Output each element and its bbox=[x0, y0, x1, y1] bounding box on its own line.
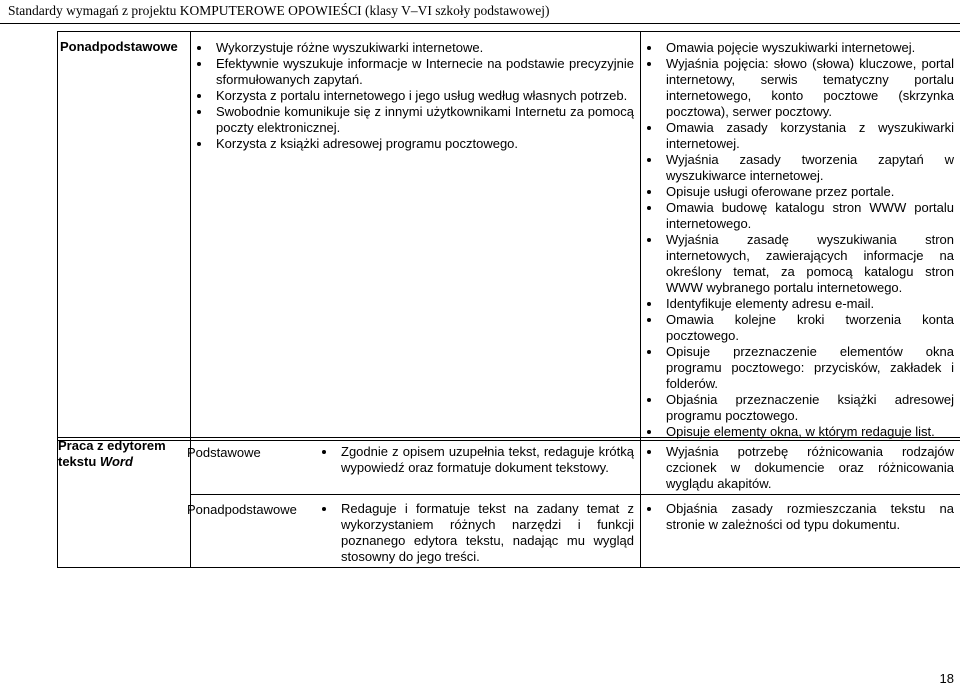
requirements-list bbox=[191, 32, 640, 152]
list-item: Opisuje usługi oferowane przez portale. bbox=[666, 184, 954, 200]
criteria-list bbox=[641, 495, 960, 533]
requirements-cell bbox=[191, 438, 641, 495]
criteria-list bbox=[641, 32, 960, 440]
table-row bbox=[58, 32, 960, 441]
list-item: Wyjaśnia zasady tworzenia zapytań w wyszukiwarce internetowej. bbox=[666, 152, 954, 184]
level-label: Ponadpodstawowe bbox=[187, 502, 317, 518]
criteria-cell bbox=[641, 438, 960, 495]
list-item: Wyjaśnia pojęcia: słowo (słowa) kluczowe, portal internetowy, serwis tematyczny portalu internetowego, konto pocztowe (skrzynka pocztowa), serwer pocztowy. bbox=[666, 56, 954, 120]
requirements-cell bbox=[191, 495, 641, 568]
level-cell bbox=[58, 32, 191, 441]
list-item: Omawia zasady korzystania z wyszukiwarki internetowej. bbox=[666, 120, 954, 152]
list-item: Redaguje i formatuje tekst na zadany temat z wykorzystaniem różnych narzędzi i funkcji poznanego edytora tekstu, nadając mu wygląd stosowny do jego treści. bbox=[341, 501, 634, 565]
list-item: Swobodnie komunikuje się z innymi użytkownikami Internetu za pomocą poczty elektronicznej. bbox=[216, 104, 634, 136]
list-item: Korzysta z książki adresowej programu pocztowego. bbox=[216, 136, 634, 152]
list-item: Opisuje elementy okna, w którym redaguje list. bbox=[666, 424, 954, 440]
header-rule bbox=[0, 23, 960, 24]
area-title: Praca z edytorem tekstu Word bbox=[58, 438, 190, 470]
list-item: Korzysta z portalu internetowego i jego usług według własnych potrzeb. bbox=[216, 88, 634, 104]
page-header: Standardy wymagań z projektu KOMPUTEROWE OPOWIEŚCI (klasy V–VI szkoły podstawowej) bbox=[8, 3, 550, 19]
table-row bbox=[58, 438, 960, 495]
table-row bbox=[58, 495, 960, 568]
criteria-list bbox=[641, 438, 960, 492]
area-cell bbox=[58, 438, 191, 568]
criteria-cell bbox=[641, 495, 960, 568]
list-item: Opisuje przeznaczenie elementów okna programu pocztowego: przycisków, zakładek i folderów. bbox=[666, 344, 954, 392]
requirements-cell bbox=[191, 32, 641, 441]
list-item: Wykorzystuje różne wyszukiwarki internetowe. bbox=[216, 40, 634, 56]
list-item: Objaśnia zasady rozmieszczania tekstu na stronie w zależności od typu dokumentu. bbox=[666, 501, 954, 533]
list-item: Omawia pojęcie wyszukiwarki internetowej. bbox=[666, 40, 954, 56]
list-item: Identyfikuje elementy adresu e-mail. bbox=[666, 296, 954, 312]
list-item: Omawia budowę katalogu stron WWW portalu internetowego. bbox=[666, 200, 954, 232]
level-label: Podstawowe bbox=[187, 445, 317, 461]
level-label: Ponadpodstawowe bbox=[60, 39, 190, 55]
list-item: Zgodnie z opisem uzupełnia tekst, redaguje krótką wypowiedź oraz formatuje dokument tekstowy. bbox=[341, 444, 634, 476]
list-item: Wyjaśnia potrzebę różnicowania rodzajów czcionek w dokumencie oraz różnicowania wyglądu akapitów. bbox=[666, 444, 954, 492]
criteria-cell bbox=[641, 32, 960, 441]
list-item: Wyjaśnia zasadę wyszukiwania stron internetowych, zawierających informacje na określony temat, za pomocą katalogu stron WWW wybranego portalu internetowego. bbox=[666, 232, 954, 296]
list-item: Efektywnie wyszukuje informacje w Internecie na podstawie precyzyjnie sformułowanych zapytań. bbox=[216, 56, 634, 88]
page-number: 18 bbox=[940, 671, 954, 687]
requirements-table-continued bbox=[57, 31, 960, 441]
list-item: Objaśnia przeznaczenie książki adresowej programu pocztowego. bbox=[666, 392, 954, 424]
list-item: Omawia kolejne kroki tworzenia konta pocztowego. bbox=[666, 312, 954, 344]
word-editor-table bbox=[57, 437, 960, 568]
